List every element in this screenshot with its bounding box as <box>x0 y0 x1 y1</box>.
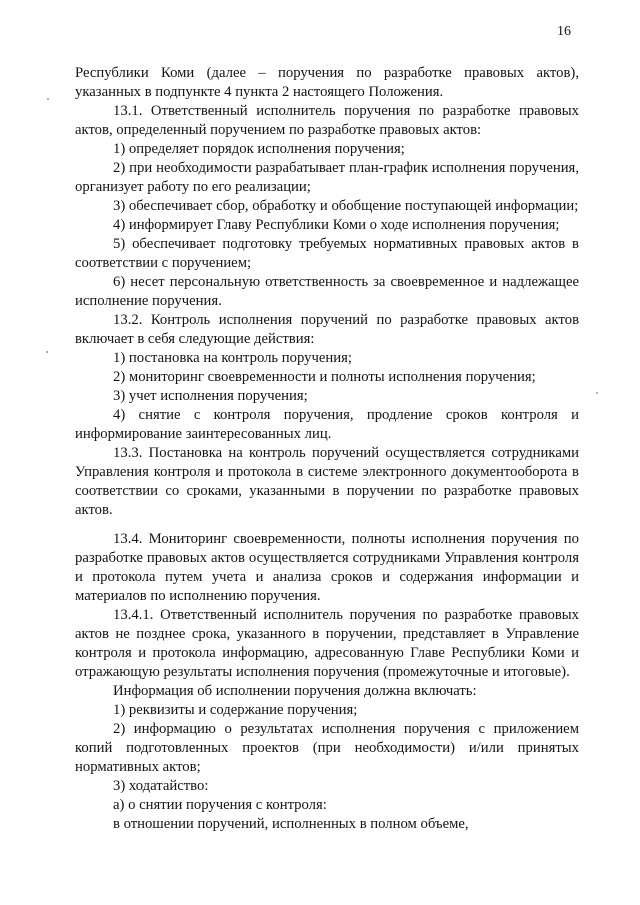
paragraph-13-4: 13.4. Мониторинг своевременности, полноты исполнения поручения по разработке правовых актов осуществляется сотрудниками Управления контроля и протокола путем учета и анализа сроков и содержания информации и материалов по исполнению поручения. <box>75 531 579 604</box>
list-item: 5) обеспечивает подготовку требуемых нормативных правовых актов в соответствии с поручением; <box>75 236 579 271</box>
scan-speck <box>47 98 49 100</box>
scan-speck <box>596 392 598 394</box>
paragraph-info-intro: Информация об исполнении поручения должна включать: <box>113 683 477 699</box>
list-item: 6) несет персональную ответственность за своевременное и надлежащее исполнение поручения. <box>75 274 579 309</box>
page-number: 16 <box>557 24 571 39</box>
list-item: 1) определяет порядок исполнения поручения; <box>113 141 405 157</box>
list-item: 1) постановка на контроль поручения; <box>113 350 352 366</box>
document-body <box>75 64 579 834</box>
list-item: 3) обеспечивает сбор, обработку и обобщение поступающей информации; <box>113 198 579 214</box>
list-item: 1) реквизиты и содержание поручения; <box>113 702 358 718</box>
list-item: 4) снятие с контроля поручения, продление сроков контроля и информирование заинтересованных лиц. <box>75 407 579 442</box>
list-item: 4) информирует Главу Республики Коми о ходе исполнения поручения; <box>113 217 560 233</box>
paragraph-continuation: Республики Коми (далее – поручения по разработке правовых актов), указанных в подпункте 4 пункта 2 настоящего Положения. <box>75 65 579 100</box>
paragraph-13-2: 13.2. Контроль исполнения поручений по разработке правовых актов включает в себя следующие действия: <box>75 312 579 347</box>
list-item: 3) учет исполнения поручения; <box>113 388 308 404</box>
paragraph-13-1: 13.1. Ответственный исполнитель поручения по разработке правовых актов, определенный поручением по разработке правовых актов: <box>75 103 579 138</box>
list-item: 2) при необходимости разрабатывает план-график исполнения поручения, организует работу по его реализации; <box>75 160 579 195</box>
list-item: 2) информацию о результатах исполнения поручения с приложением копий подготовленных проектов (при необходимости) и/или принятых нормативных актов; <box>75 721 579 775</box>
list-item: 3) ходатайство: <box>113 778 209 794</box>
list-item: в отношении поручений, исполненных в полном объеме, <box>113 816 469 832</box>
paragraph-13-4-1: 13.4.1. Ответственный исполнитель поручения по разработке правовых актов не позднее срока, указанного в поручении, представляет в Управление контроля и протокола информацию, адресованную Главе Республики Коми и отражающую результаты исполнения поручения (промежуточные и итоговые). <box>75 607 579 680</box>
list-item: 2) мониторинг своевременности и полноты исполнения поручения; <box>113 369 536 385</box>
list-item: а) о снятии поручения с контроля: <box>113 797 327 813</box>
paragraph-13-3: 13.3. Постановка на контроль поручений осуществляется сотрудниками Управления контроля и протокола в системе электронного документооборота в соответствии со сроками, указанными в поручении по разработке правовых актов. <box>75 445 579 518</box>
scan-speck <box>46 351 48 353</box>
